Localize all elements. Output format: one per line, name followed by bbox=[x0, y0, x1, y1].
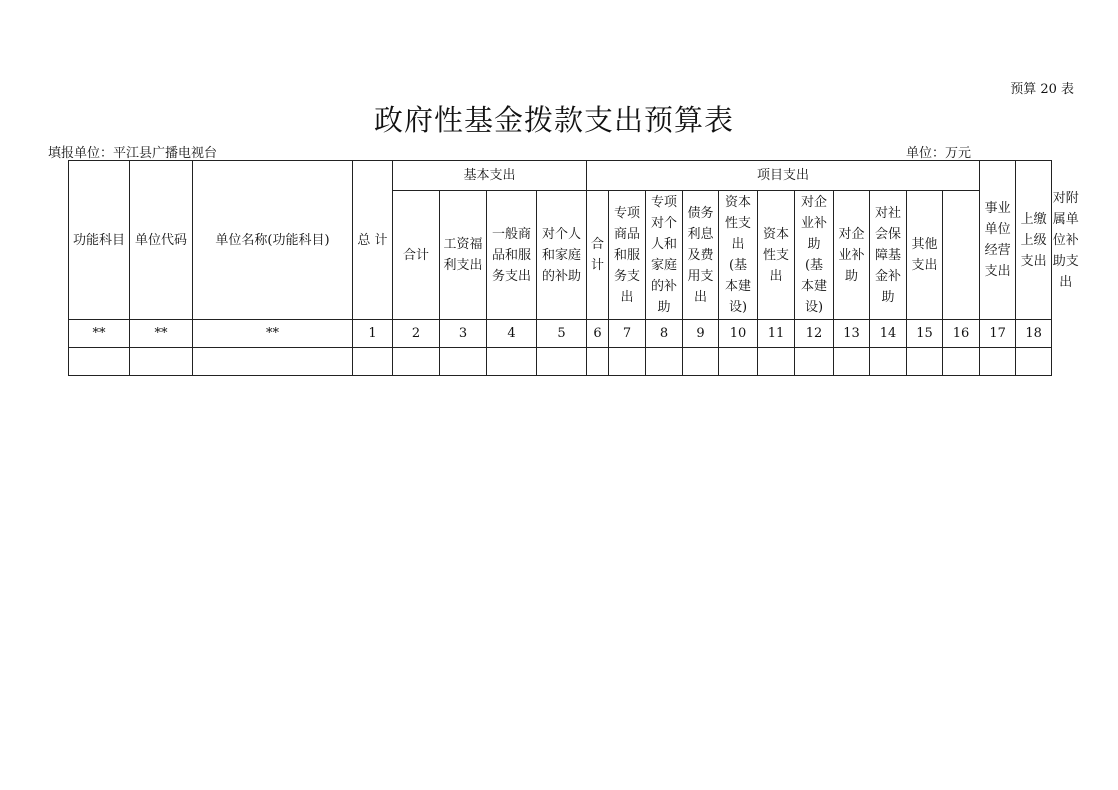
index-cell: ** bbox=[130, 320, 193, 348]
header-total: 总 计 bbox=[353, 161, 393, 320]
header-goods-text: 一般商品和服务支出 bbox=[491, 226, 531, 284]
header-upper-text: 上缴上级支出 bbox=[1020, 211, 1047, 269]
header-project-group: 项目支出 bbox=[587, 161, 980, 191]
empty-cell bbox=[69, 348, 130, 376]
header-enterprise-build bbox=[795, 191, 834, 320]
empty-cell bbox=[353, 348, 393, 376]
header-proj-goods-text: 专项商品和服务支出 bbox=[614, 205, 641, 305]
index-cell: 14 bbox=[870, 320, 907, 348]
header-proj-personal bbox=[646, 191, 683, 320]
header-capital-build-text: 资本性支出(基本建设) bbox=[725, 195, 752, 315]
reporting-unit: 填报单位：平江县广播电视台 bbox=[48, 146, 218, 161]
header-basic-group: 基本支出 bbox=[393, 161, 587, 191]
index-cell: 9 bbox=[683, 320, 719, 348]
empty-cell bbox=[537, 348, 587, 376]
empty-cell bbox=[130, 348, 193, 376]
header-proj-goods bbox=[609, 191, 646, 320]
header-personal-text: 对个人和家庭的补助 bbox=[542, 226, 582, 284]
header-business-text: 事业单位经营支出 bbox=[984, 201, 1011, 279]
index-cell: 8 bbox=[646, 320, 683, 348]
header-goods bbox=[487, 191, 537, 320]
index-cell: 15 bbox=[907, 320, 943, 348]
index-cell: 17 bbox=[980, 320, 1016, 348]
index-cell: 13 bbox=[834, 320, 870, 348]
empty-cell bbox=[193, 348, 353, 376]
empty-cell bbox=[834, 348, 870, 376]
index-cell: 3 bbox=[440, 320, 487, 348]
index-cell: 2 bbox=[393, 320, 440, 348]
header-personal bbox=[537, 191, 587, 320]
empty-data-row bbox=[69, 348, 1052, 376]
empty-cell bbox=[758, 348, 795, 376]
header-func-subject: 功能科目 bbox=[69, 161, 130, 320]
index-cell: 5 bbox=[537, 320, 587, 348]
empty-cell bbox=[393, 348, 440, 376]
header-enterprise-build-text: 对企业补助(基本建设) bbox=[801, 195, 828, 315]
header-basic-total: 合计 bbox=[393, 191, 440, 320]
index-cell: 6 bbox=[587, 320, 609, 348]
header-debt bbox=[683, 191, 719, 320]
header-debt-text: 债务利息及费用支出 bbox=[687, 205, 714, 305]
empty-cell bbox=[440, 348, 487, 376]
index-row bbox=[69, 320, 1052, 348]
index-cell: 7 bbox=[609, 320, 646, 348]
index-cell: 1 bbox=[353, 320, 393, 348]
empty-cell bbox=[795, 348, 834, 376]
empty-cell bbox=[646, 348, 683, 376]
index-cell: 10 bbox=[719, 320, 758, 348]
empty-cell bbox=[980, 348, 1016, 376]
index-cell: 18 bbox=[1016, 320, 1052, 348]
empty-cell bbox=[587, 348, 609, 376]
header-other-text: 其他支出 bbox=[911, 237, 938, 273]
header-proj-personal-text: 专项对个人和家庭的补助 bbox=[651, 195, 678, 315]
index-cell: ** bbox=[193, 320, 353, 348]
header-affiliated-text: 对附属单位补助支出 bbox=[1052, 190, 1079, 290]
empty-cell bbox=[870, 348, 907, 376]
empty-cell bbox=[487, 348, 537, 376]
header-enterprise bbox=[834, 191, 870, 320]
budget-table bbox=[68, 160, 1079, 376]
empty-cell bbox=[683, 348, 719, 376]
page-title: 政府性基金拨款支出预算表 bbox=[373, 103, 734, 137]
empty-cell bbox=[719, 348, 758, 376]
index-cell: 11 bbox=[758, 320, 795, 348]
index-cell: ** bbox=[69, 320, 130, 348]
header-unit-code: 单位代码 bbox=[130, 161, 193, 320]
empty-cell bbox=[943, 348, 980, 376]
empty-cell bbox=[609, 348, 646, 376]
header-proj-total bbox=[587, 191, 609, 320]
header-enterprise-text: 对企业补助 bbox=[838, 226, 865, 284]
empty-cell bbox=[1016, 348, 1052, 376]
empty-cell bbox=[907, 348, 943, 376]
header-proj-total-text: 合计 bbox=[591, 237, 605, 273]
header-other bbox=[907, 191, 943, 320]
currency-unit: 单位：万元 bbox=[906, 146, 972, 161]
index-cell: 16 bbox=[943, 320, 980, 348]
header-unit-name: 单位名称(功能科目) bbox=[193, 161, 353, 320]
header-upper bbox=[1016, 161, 1052, 320]
header-social bbox=[870, 191, 907, 320]
header-salary-text: 工资福利支出 bbox=[443, 237, 483, 273]
header-capital-text: 资本性支出 bbox=[763, 226, 790, 284]
index-cell: 12 bbox=[795, 320, 834, 348]
header-capital bbox=[758, 191, 795, 320]
header-salary bbox=[440, 191, 487, 320]
header-business bbox=[980, 161, 1016, 320]
header-capital-build bbox=[719, 191, 758, 320]
header-social-text: 对社会保障基金补助 bbox=[875, 205, 902, 305]
index-cell: 4 bbox=[487, 320, 537, 348]
form-number: 预算 20 表 bbox=[1010, 82, 1074, 97]
